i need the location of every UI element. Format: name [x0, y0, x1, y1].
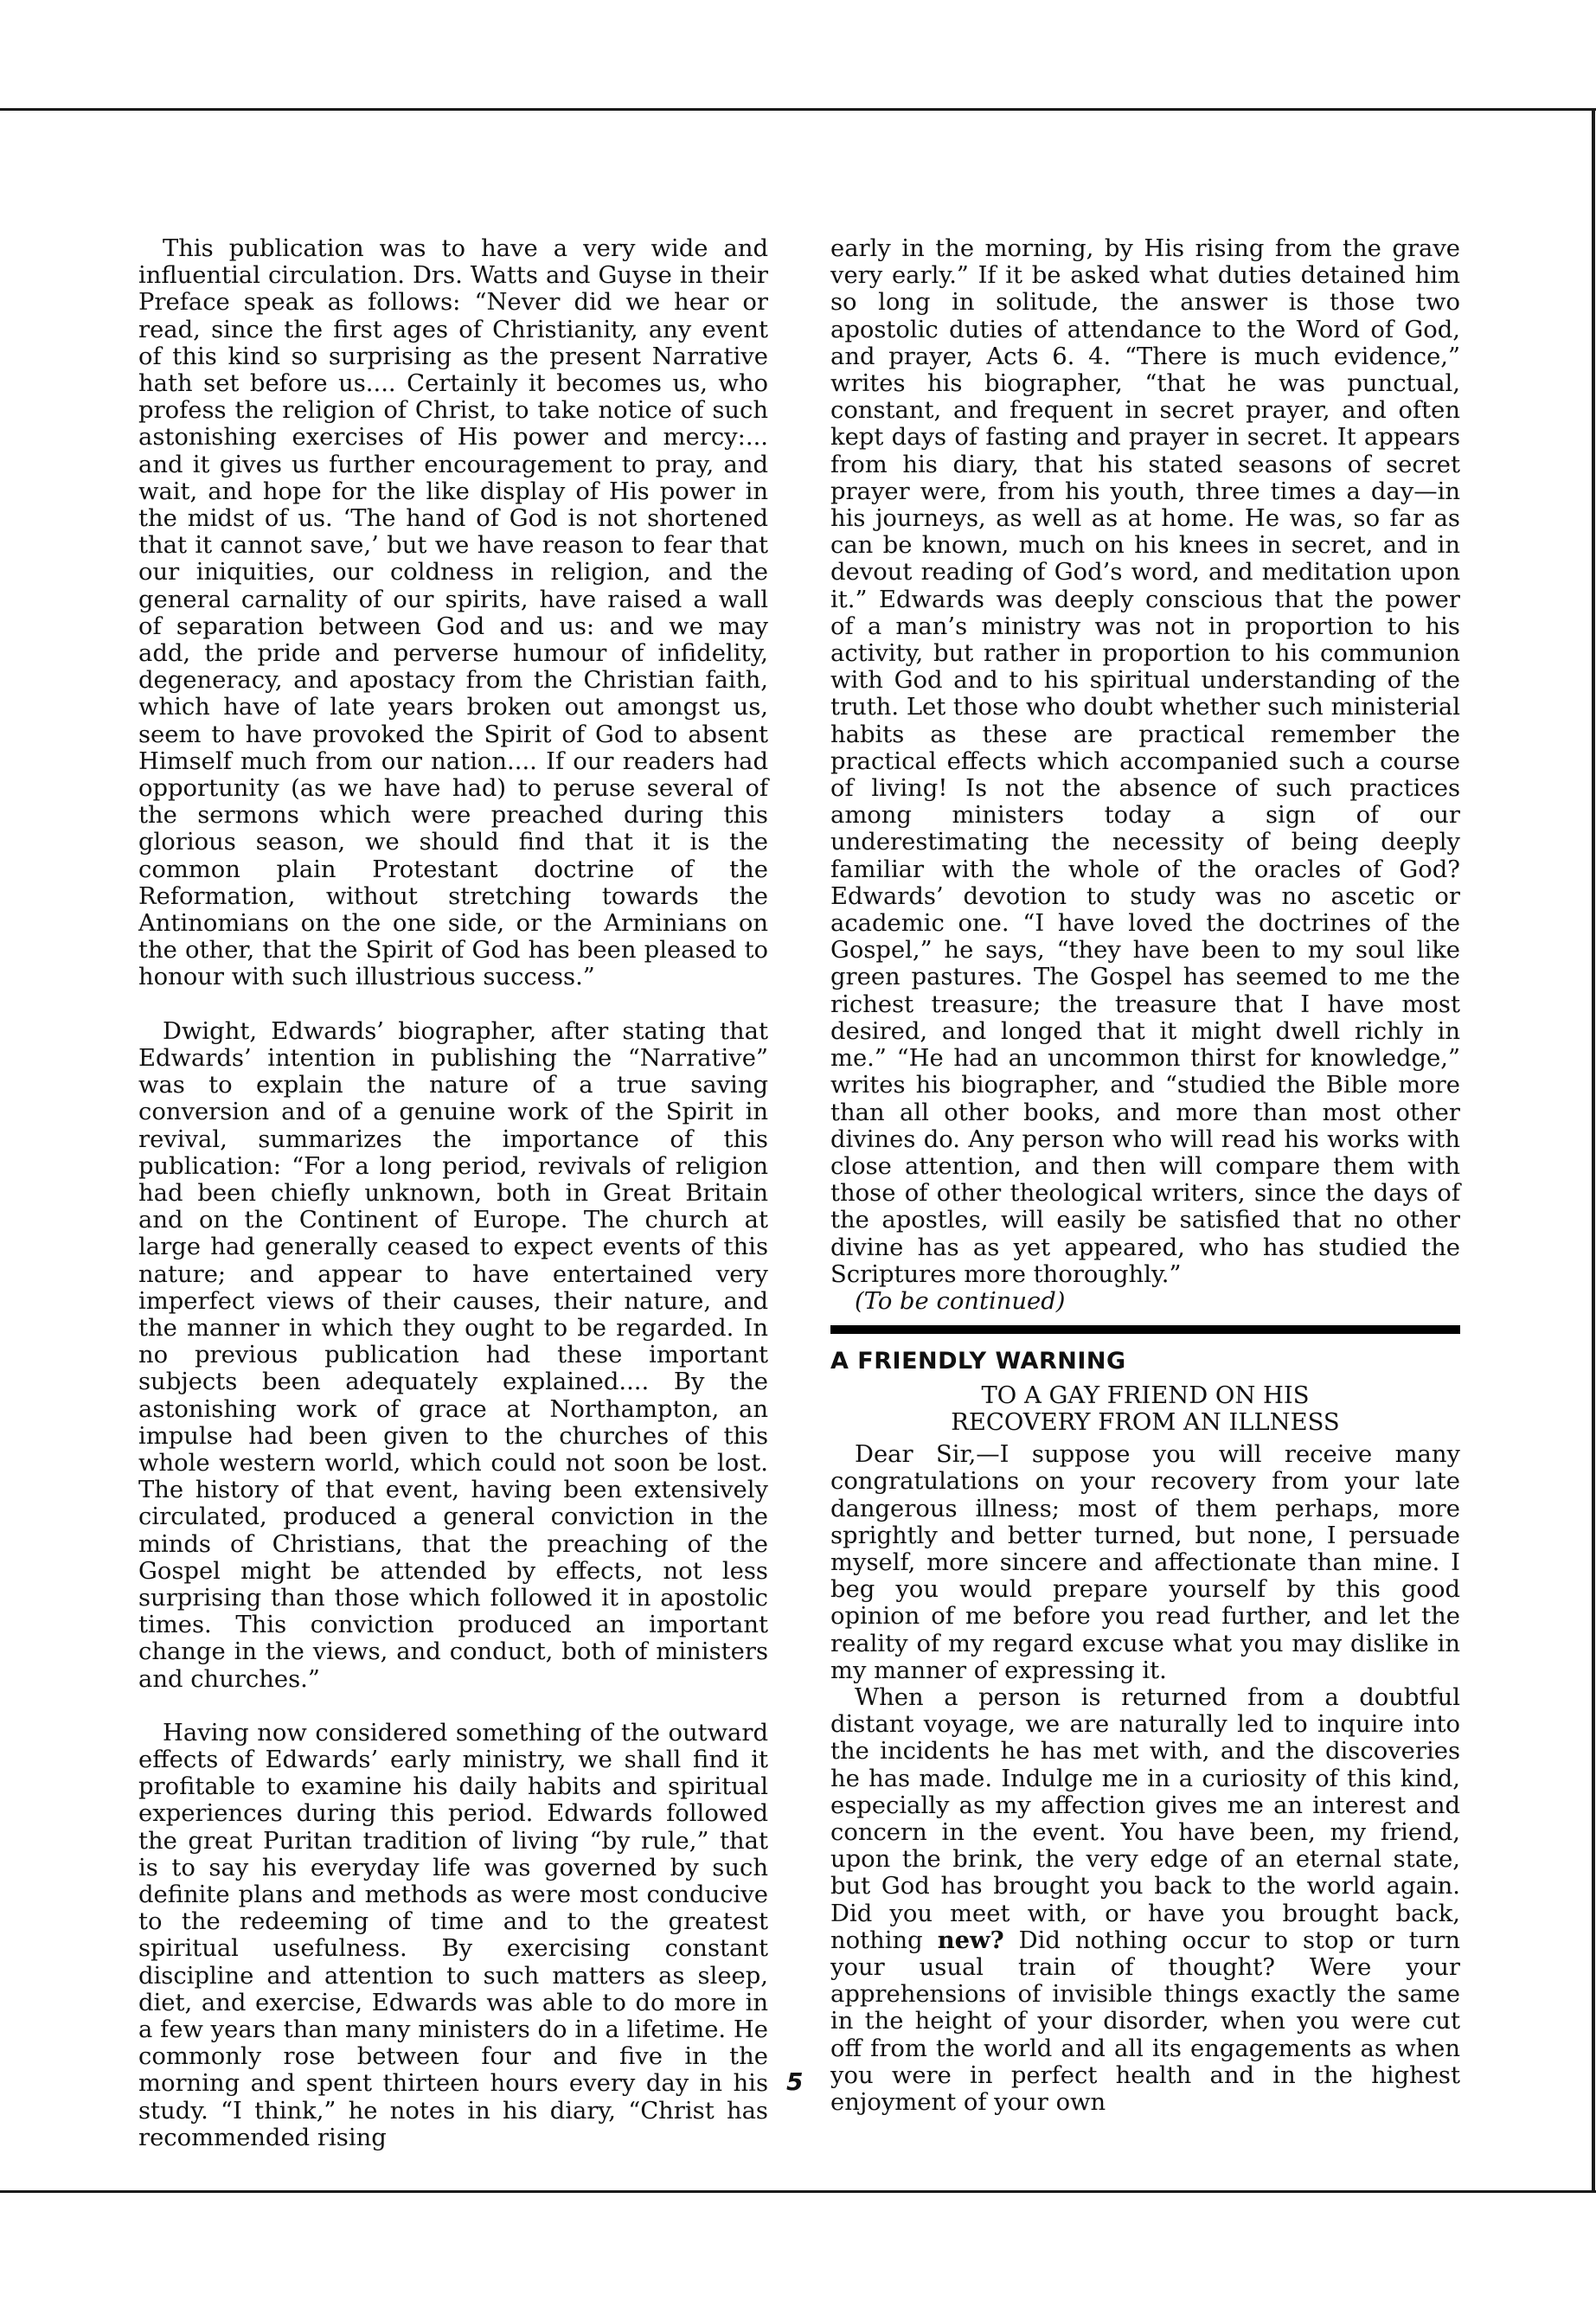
left-paragraph-2: Dwight, Edwards’ biographer, after stating that Edwards’ intention in publishing the “Narrative” was to explain the nature of a true saving conversion and of a genuine work of the Spirit in revival, summarizes the importance of this publication: “For a long period, revivals of religion had been chiefly unknown, both in Great Britain and on the Continent of Europe. The church at large had generally ceased to expect events of this nature; and appear to have entertained very imperfect views of their causes, their nature, and the manner in which they ought to be regarded. In no previous publication had these important subjects been adequately explained.... By the astonishing work of grace at Northampton, an impulse had been given to the churches of this whole western world, which could not soon be lost. The history of that event, having been extensively circulated, produced a general conviction in the minds of Christians, that the preaching of the Gospel might be attended by effects, not less surprising than those which followed it in apostolic times. This conviction produced an important change in the views, and conduct, both of ministers and churches.”: [138, 1017, 768, 1693]
right-column: [830, 235, 1460, 2116]
left-column: [138, 235, 768, 2151]
subheading-line-1: TO A GAY FRIEND ON HIS: [981, 1382, 1310, 1410]
article-subheading: [830, 1382, 1460, 1436]
subheading-line-2: RECOVERY FROM AN ILLNESS: [951, 1409, 1340, 1437]
page-number: 5: [786, 2067, 804, 2096]
bottom-border-line: [0, 2190, 1596, 2193]
letter-paragraph-2-end: Did nothing occur to stop or turn your usual train of thought? Were your apprehensions of invisible things exactly the same in the height of your disorder, when you were cut off from the world and all its engagements as when you were in perfect health and in the highest enjoyment of your own: [830, 1926, 1460, 2116]
right-paragraph-1: early in the morning, by His rising from the grave very early.” If it be asked what duties detained him so long in solitude, the answer is those two apostolic duties of attendance to the Word of God, and prayer, Acts 6. 4. “There is much evidence,” writes his biographer, “that he was punctual, constant, and frequent in secret prayer, and often kept days of fasting and prayer in secret. It appears from his diary, that his stated seasons of secret prayer were, from his youth, three times a day—in his journeys, as well as at home. He was, so far as can be known, much on his knees in secret, and in devout reading of God’s word, and meditation upon it.” Edwards was deeply conscious that the power of a man’s ministry was not in proportion to his activity, but rather in proportion to his communion with God and to his spiritual understanding of the truth. Let those who doubt whether such ministerial habits as these are practical remember the practical effects which accompanied such a course of living! Is not the absence of such practices among ministers today a sign of our underestimating the necessity of being deeply familiar with the whole of the oracles of God? Edwards’ devotion to study was no ascetic or academic one. “I have loved the doctrines of the Gospel,” he says, “they have been to my soul like green pastures. The Gospel has seemed to me the richest treasure; the treasure that I have most desired, and longed that it might dwell richly in me.” “He had an uncommon thirst for knowledge,” writes his biographer, and “studied the Bible more than all other books, and more than most other divines do. Any person who will read his works with close attention, and then will compare them with those of other theological writers, since the days of the apostles, will easily be satisfied that no other divine has as yet appeared, who has studied the Scriptures more thoroughly.”: [830, 235, 1460, 1288]
letter-paragraph-2: [830, 1684, 1460, 2116]
section-divider-rule: [830, 1325, 1460, 1334]
top-border-line: [0, 108, 1596, 111]
to-be-continued-note: (To be continued): [855, 1287, 1066, 1315]
left-paragraph-3: Having now considered something of the outward effects of Edwards’ early ministry, we shall find it profitable to examine his daily habits and spiritual experiences during this period. Edwards followed the great Puritan tradition of living “by rule,” that is to say his everyday life was governed by such definite plans and methods as were most conducive to the redeeming of time and to the greatest spiritual usefulness. By exercising constant discipline and attention to such matters as sleep, diet, and exercise, Edwards was able to do more in a few years than many ministers do in a lifetime. He commonly rose between four and five in the morning and spent thirteen hours every day in his study. “I think,” he notes in his diary, “Christ has recommended rising: [138, 1719, 768, 2151]
section-title: A FRIENDLY WARNING: [830, 1348, 1126, 1375]
emphasized-word: new?: [937, 1926, 1004, 1954]
letter-paragraph-1: Dear Sir,—I suppose you will receive many congratulations on your recovery from your late dangerous illness; most of them perhaps, more sprightly and better turned, but none, I persuade myself, more sincere and affectionate than mine. I beg you would prepare yourself by this good opinion of me before you read further, and let the reality of my regard excuse what you may dislike in my manner of expressing it.: [830, 1441, 1460, 1684]
left-paragraph-1: This publication was to have a very wide and influential circulation. Drs. Watts and Guyse in their Preface speak as follows: “Never did we hear or read, since the first ages of Christianity, any event of this kind so surprising as the present Narrative hath set before us.... Certainly it becomes us, who profess the religion of Christ, to take notice of such astonishing exercises of His power and mercy:... and it gives us further encouragement to pray, and wait, and hope for the like display of His power in the midst of us. ‘The hand of God is not shortened that it cannot save,’ but we have reason to fear that our iniquities, our coldness in religion, and the general carnality of our spirits, have raised a wall of separation between God and us: and we may add, the pride and perverse humour of infidelity, degeneracy, and apostacy from the Christian faith, which have of late years broken out amongst us, seem to have provoked the Spirit of God to absent Himself much from our nation.... If our readers had opportunity (as we have had) to peruse several of the sermons which were preached during this glorious season, we should find that it is the common plain Protestant doctrine of the Reformation, without stretching towards the Antinomians on the one side, or the Arminians on the other, that the Spirit of God has been pleased to honour with such illustrious success.”: [138, 235, 768, 991]
letter-paragraph-2-start: When a person is returned from a doubtful distant voyage, we are naturally led to inquire into the incidents he has met with, and the discoveries he has made. Indulge me in a curiosity of this kind, especially as my affection gives me an interest and concern in the event. You have been, my friend, upon the brink, the very edge of an eternal state, but God has brought you back to the world again. Did you meet with, or have you brought back, nothing: [830, 1683, 1460, 1954]
right-border-line: [1592, 108, 1595, 2193]
